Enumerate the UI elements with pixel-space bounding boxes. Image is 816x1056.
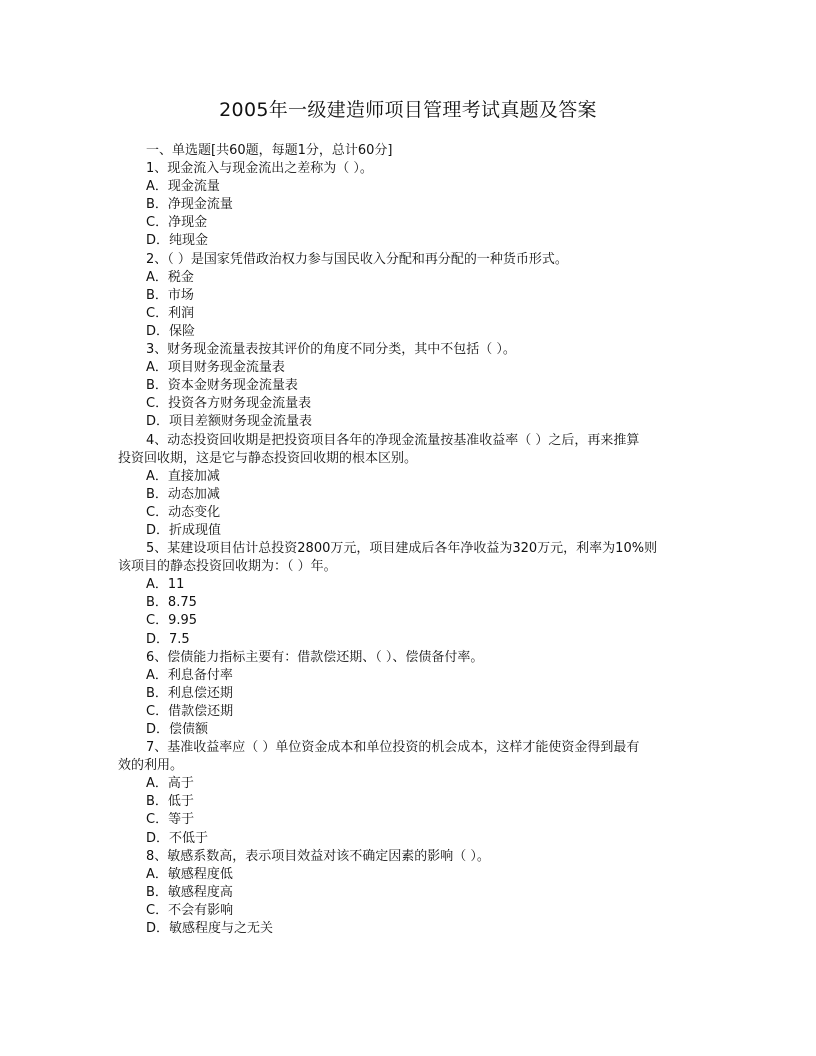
section-heading: 一、单选题[共60题，每题1分，总计60分] xyxy=(146,143,393,158)
question-block xyxy=(118,160,698,250)
option-d: D．纯现金 xyxy=(146,233,209,249)
question-block xyxy=(118,432,698,541)
question-stem: 1、现金流入与现金流出之差称为（ ）。 xyxy=(146,161,373,177)
option-b: B．敏感程度高 xyxy=(146,884,233,900)
option-a: A．项目财务现金流量表 xyxy=(146,360,285,376)
option-c: C．动态变化 xyxy=(146,504,221,520)
option-a: A．高于 xyxy=(146,776,194,792)
option-c: C．等于 xyxy=(146,812,195,828)
question-stem: 6、偿债能力指标主要有：借款偿还期、（ ）、偿债备付率。 xyxy=(146,649,484,665)
option-b: B．净现金流量 xyxy=(146,197,233,213)
question-stem: 8、敏感系数高，表示项目效益对该不确定因素的影响（ ）。 xyxy=(146,848,490,864)
option-a: A．税金 xyxy=(146,269,194,285)
question-block xyxy=(118,649,698,739)
option-a: A．直接加减 xyxy=(146,468,220,484)
question-stem-continuation: 投资回收期，这是它与静态投资回收期的根本区别。 xyxy=(118,450,418,466)
option-c: C．净现金 xyxy=(146,215,208,231)
question-stem-continuation: 该项目的静态投资回收期为：（ ）年。 xyxy=(118,559,337,575)
question-block xyxy=(118,848,698,938)
question-stem: 2、（ ）是国家凭借政治权力参与国民收入分配和再分配的一种货币形式。 xyxy=(146,251,568,267)
option-a: A．现金流量 xyxy=(146,179,220,195)
question-block xyxy=(118,341,698,431)
question-block xyxy=(118,251,698,341)
document-title: 2005年一级建造师项目管理考试真题及答案 xyxy=(219,99,597,121)
option-c: C．借款偿还期 xyxy=(146,703,234,719)
option-c: C．利润 xyxy=(146,305,195,321)
option-a: A．11 xyxy=(146,577,185,593)
option-a: A．利息备付率 xyxy=(146,667,233,683)
question-block xyxy=(118,540,698,649)
question-block xyxy=(118,739,698,848)
option-c: C．投资各方财务现金流量表 xyxy=(146,396,312,412)
option-d: D．敏感程度与之无关 xyxy=(146,921,274,937)
option-d: D．不低于 xyxy=(146,830,209,846)
option-d: D．7.5 xyxy=(146,631,190,647)
option-d: D．折成现值 xyxy=(146,522,222,538)
question-stem: 5、某建设项目估计总投资2800万元，项目建成后各年净收益为320万元，利率为10%则 xyxy=(146,541,658,557)
option-b: B．市场 xyxy=(146,287,194,303)
question-stem-continuation: 效的利用。 xyxy=(118,758,184,774)
option-b: B．低于 xyxy=(146,794,194,810)
question-stem: 3、财务现金流量表按其评价的角度不同分类，其中不包括（ ）。 xyxy=(146,342,516,358)
option-c: C．9.95 xyxy=(146,613,198,629)
option-b: B．动态加减 xyxy=(146,486,220,502)
document-body xyxy=(118,142,698,938)
option-d: D．保险 xyxy=(146,323,196,339)
option-b: B．利息偿还期 xyxy=(146,685,233,701)
option-c: C．不会有影响 xyxy=(146,902,234,918)
question-stem: 4、动态投资回收期是把投资项目各年的净现金流量按基准收益率（ ）之后，再来推算 xyxy=(146,432,640,448)
option-d: D．项目差额财务现金流量表 xyxy=(146,414,313,430)
option-a: A．敏感程度低 xyxy=(146,866,233,882)
question-stem: 7、基准收益率应（ ）单位资金成本和单位投资的机会成本，这样才能使资金得到最有 xyxy=(146,740,640,756)
option-b: B．8.75 xyxy=(146,595,197,611)
option-b: B．资本金财务现金流量表 xyxy=(146,378,298,394)
option-d: D．偿债额 xyxy=(146,722,209,737)
